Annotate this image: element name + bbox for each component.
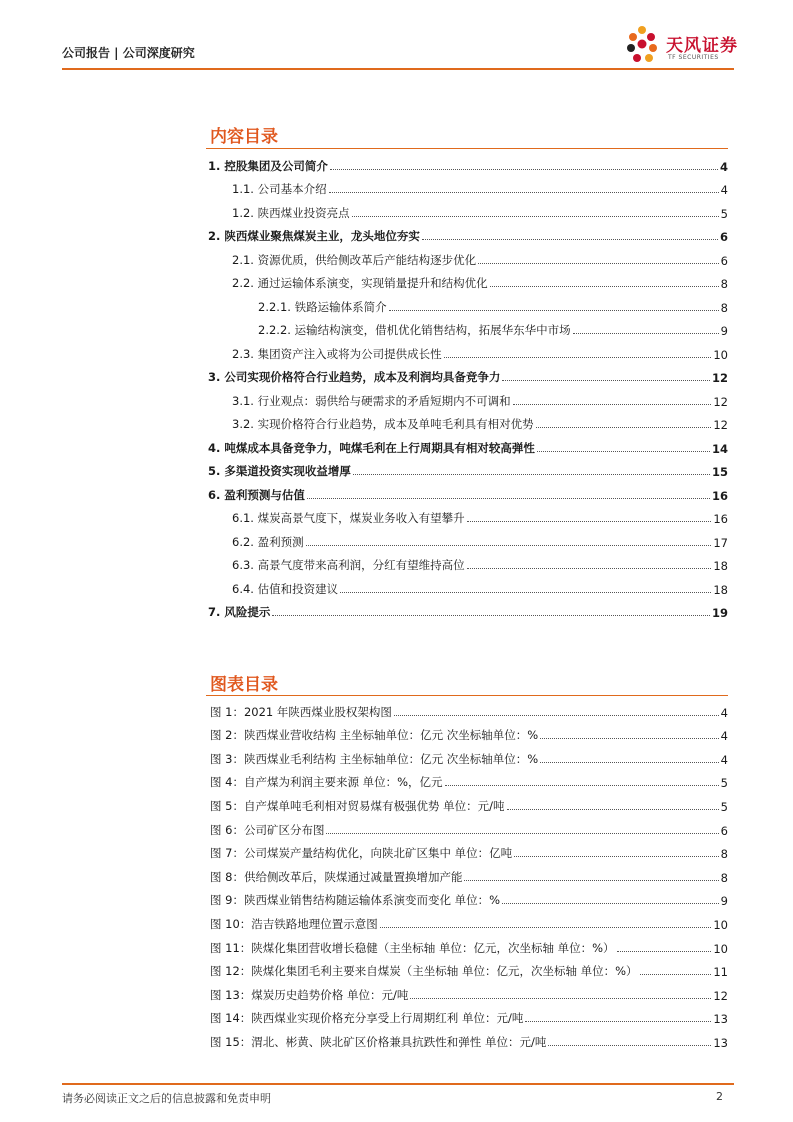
figure-entry[interactable] [206, 743, 728, 767]
brand-name-cn: 天风证券 [666, 36, 738, 56]
dot-leader [272, 615, 710, 616]
dot-leader [326, 833, 718, 834]
figure-entry-page: 13 [713, 1012, 728, 1027]
figure-entry[interactable] [206, 1026, 728, 1050]
figure-entry-page: 4 [720, 729, 728, 744]
figure-entry[interactable] [206, 979, 728, 1003]
toc-entry-page: 9 [720, 324, 728, 338]
page-number: 2 [716, 1090, 723, 1103]
figure-entry-label: 图 11：陕煤化集团营收增长稳健（主坐标轴 单位：亿元，次坐标轴 单位：%） [210, 940, 615, 955]
dot-leader [306, 545, 712, 546]
dot-leader [537, 451, 710, 452]
figure-entry-page: 12 [713, 988, 728, 1003]
tf-flower-icon [622, 22, 662, 68]
toc-entry-label: 1.2. 陕西煤业投资亮点 [232, 205, 350, 220]
toc-entry-label: 2.2.2. 运输结构演变，借机优化销售结构，拓展华东华中市场 [258, 323, 571, 337]
toc-entry-page: 15 [711, 465, 728, 479]
figure-entry[interactable] [206, 956, 728, 980]
figure-entry[interactable] [206, 790, 728, 814]
dot-leader [467, 568, 712, 569]
figure-entry-label: 图 10：浩吉铁路地理位置示意图 [210, 916, 378, 931]
toc-entry-page: 4 [719, 159, 728, 174]
figure-entry[interactable] [206, 1003, 728, 1027]
toc-entry[interactable] [206, 197, 728, 221]
toc-entry-page: 18 [713, 582, 728, 597]
toc-entry[interactable] [206, 362, 728, 386]
toc-entry-page: 17 [713, 535, 728, 550]
dot-leader [513, 404, 712, 405]
toc-entry[interactable] [206, 409, 728, 433]
dot-leader [540, 738, 718, 739]
figure-entry-label: 图 2：陕西煤业营收结构 主坐标轴单位：亿元 次坐标轴单位：% [210, 728, 539, 743]
dot-leader [573, 333, 719, 334]
dot-leader [422, 239, 718, 240]
dot-leader [514, 856, 719, 857]
toc-entry-page: 5 [720, 206, 728, 221]
brand-name-en: TF SECURITIES [668, 54, 719, 61]
toc-entry-label: 7. 风险提示 [208, 605, 271, 619]
figure-entry[interactable] [206, 932, 728, 956]
toc-entry[interactable] [206, 456, 728, 480]
toc-entry-label: 6.1. 煤炭高景气度下，煤炭业务收入有望攀升 [232, 511, 465, 525]
toc-entry-label: 6.2. 盈利预测 [232, 534, 304, 549]
toc-entry-label: 6.3. 高景气度带来高利润，分红有望维持高位 [232, 558, 465, 572]
dot-leader [525, 1021, 711, 1022]
figure-entry-label: 图 5：自产煤单吨毛利相对贸易煤有极强优势 单位：元/吨 [210, 798, 505, 813]
figure-entry[interactable] [206, 861, 728, 885]
figures-title: 图表目录 [210, 675, 278, 695]
footer-divider [62, 1083, 734, 1085]
figure-entry-page: 5 [720, 799, 728, 814]
figure-entry-page: 13 [713, 1035, 728, 1050]
toc-entry[interactable] [206, 503, 728, 527]
toc-entry-label: 2.1. 资源优质，供给侧改革后产能结构逐步优化 [232, 252, 477, 267]
toc-entry-page: 16 [711, 488, 728, 503]
dot-leader [464, 880, 718, 881]
figure-entry-label: 图 7：公司煤炭产量结构优化，向陕北矿区集中 单位：亿吨 [210, 846, 513, 861]
toc-entry-label: 1.1. 公司基本介绍 [232, 182, 327, 196]
figure-entry-page: 4 [720, 752, 728, 767]
toc-entry-label: 2.2.1. 铁路运输体系简介 [258, 299, 387, 314]
dot-leader [340, 592, 711, 593]
dot-leader [502, 903, 719, 904]
figure-entry[interactable] [206, 814, 728, 838]
dot-leader [444, 357, 712, 358]
toc-entry-label: 6. 盈利预测与估值 [208, 487, 305, 502]
toc-entry-page: 8 [720, 300, 728, 315]
dot-leader [640, 974, 712, 975]
figure-entry-label: 图 8：供给侧改革后，陕煤通过减量置换增加产能 [210, 869, 463, 884]
toc-entry[interactable] [206, 432, 728, 456]
toc-entry-label: 6.4. 估值和投资建议 [232, 581, 339, 596]
figure-entry-page: 9 [720, 894, 728, 909]
toc-entry-page: 10 [713, 347, 728, 362]
toc-title-divider [206, 148, 728, 149]
toc-entry[interactable] [206, 597, 728, 621]
dot-leader [353, 474, 710, 475]
toc-entry-page: 8 [720, 277, 728, 291]
dot-leader [548, 1045, 711, 1046]
toc-entry[interactable] [206, 174, 728, 198]
dot-leader [507, 809, 719, 810]
dot-leader [490, 286, 719, 287]
toc-entry-label: 3.1. 行业观点：弱供给与硬需求的矛盾短期内不可调和 [232, 393, 511, 408]
toc-entry[interactable] [206, 338, 728, 362]
toc-entry[interactable] [206, 221, 728, 245]
toc-entry-label: 2.3. 集团资产注入或将为公司提供成长性 [232, 346, 442, 361]
toc-entry-page: 12 [713, 394, 728, 409]
header-divider [62, 68, 734, 70]
toc-entry-label: 1. 控股集团及公司简介 [208, 158, 328, 173]
figure-entry[interactable] [206, 908, 728, 932]
footer-disclaimer: 请务必阅读正文之后的信息披露和免责申明 [62, 1092, 271, 1105]
figure-entry-label: 图 4：自产煤为利润主要来源 单位：%，亿元 [210, 775, 443, 790]
figure-entry-label: 图 1：2021 年陕西煤业股权架构图 [210, 704, 392, 719]
report-type-label: 公司报告 | 公司深度研究 [62, 46, 195, 60]
dot-leader [540, 762, 718, 763]
toc-entry-page: 14 [711, 441, 728, 456]
brand-logo [622, 22, 742, 68]
dot-leader [389, 310, 719, 311]
dot-leader [502, 380, 710, 381]
toc-entry-page: 12 [713, 418, 728, 432]
toc-entry[interactable] [206, 550, 728, 574]
toc-entry[interactable] [206, 479, 728, 503]
dot-leader [394, 715, 719, 716]
toc-title: 内容目录 [210, 127, 278, 147]
figure-entry-label: 图 13：煤炭历史趋势价格 单位：元/吨 [210, 987, 409, 1002]
toc-entry-page: 12 [711, 371, 728, 385]
figure-entry[interactable] [206, 767, 728, 791]
toc-entry-label: 3. 公司实现价格符合行业趋势，成本及利润均具备竞争力 [208, 370, 501, 384]
toc-entry-page: 19 [711, 606, 728, 620]
figure-entry-label: 图 14：陕西煤业实现价格充分享受上行周期红利 单位：元/吨 [210, 1011, 524, 1026]
dot-leader [330, 169, 718, 170]
figure-entry-page: 10 [713, 941, 728, 956]
figure-entry-label: 图 15：渭北、彬黄、陕北矿区价格兼具抗跌性和弹性 单位：元/吨 [210, 1034, 547, 1049]
toc-entry-page: 18 [713, 559, 728, 573]
dot-leader [329, 192, 719, 193]
dot-leader [617, 951, 712, 952]
figure-entry-page: 5 [720, 776, 728, 791]
figures-list [206, 696, 728, 1050]
toc-list [206, 150, 728, 620]
figure-entry[interactable] [206, 838, 728, 862]
dot-leader [467, 521, 712, 522]
toc-entry-label: 3.2. 实现价格符合行业趋势，成本及单吨毛利具有相对优势 [232, 417, 534, 431]
dot-leader [445, 785, 719, 786]
toc-entry[interactable] [206, 291, 728, 315]
toc-entry[interactable] [206, 573, 728, 597]
figure-entry-label: 图 6：公司矿区分布图 [210, 822, 325, 837]
toc-entry-label: 4. 吨煤成本具备竞争力，吨煤毛利在上行周期具有相对较高弹性 [208, 440, 535, 455]
dot-leader [478, 263, 719, 264]
dot-leader [410, 998, 711, 999]
toc-entry[interactable] [206, 526, 728, 550]
figure-entry-label: 图 3：陕西煤业毛利结构 主坐标轴单位：亿元 次坐标轴单位：% [210, 751, 539, 766]
toc-entry-page: 16 [713, 512, 728, 526]
figure-entry-page: 8 [720, 847, 728, 862]
figure-entry-page: 8 [720, 870, 728, 885]
dot-leader [307, 498, 710, 499]
toc-entry[interactable] [206, 150, 728, 174]
toc-entry-page: 6 [720, 253, 728, 268]
toc-entry-label: 5. 多渠道投资实现收益增厚 [208, 464, 351, 478]
figure-entry[interactable] [206, 885, 728, 909]
toc-entry-page: 6 [719, 230, 728, 244]
figure-entry[interactable] [206, 720, 728, 744]
dot-leader [352, 216, 719, 217]
toc-entry[interactable] [206, 315, 728, 339]
toc-entry[interactable] [206, 268, 728, 292]
toc-entry-label: 2. 陕西煤业聚焦煤炭主业，龙头地位夯实 [208, 229, 420, 243]
dot-leader [536, 427, 712, 428]
figure-entry-page: 10 [713, 917, 728, 932]
toc-entry-page: 4 [720, 183, 728, 197]
figure-entry-page: 4 [720, 705, 728, 720]
figure-entry-page: 6 [720, 823, 728, 838]
dot-leader [380, 927, 712, 928]
figure-entry-page: 11 [713, 965, 728, 980]
toc-entry-label: 2.2. 通过运输体系演变，实现销量提升和结构优化 [232, 276, 488, 290]
figure-entry-label: 图 9：陕西煤业销售结构随运输体系演变而变化 单位：% [210, 893, 501, 908]
toc-entry[interactable] [206, 385, 728, 409]
figure-entry[interactable] [206, 696, 728, 720]
figure-entry-label: 图 12：陕煤化集团毛利主要来自煤炭（主坐标轴 单位：亿元，次坐标轴 单位：%） [210, 964, 638, 979]
toc-entry[interactable] [206, 244, 728, 268]
